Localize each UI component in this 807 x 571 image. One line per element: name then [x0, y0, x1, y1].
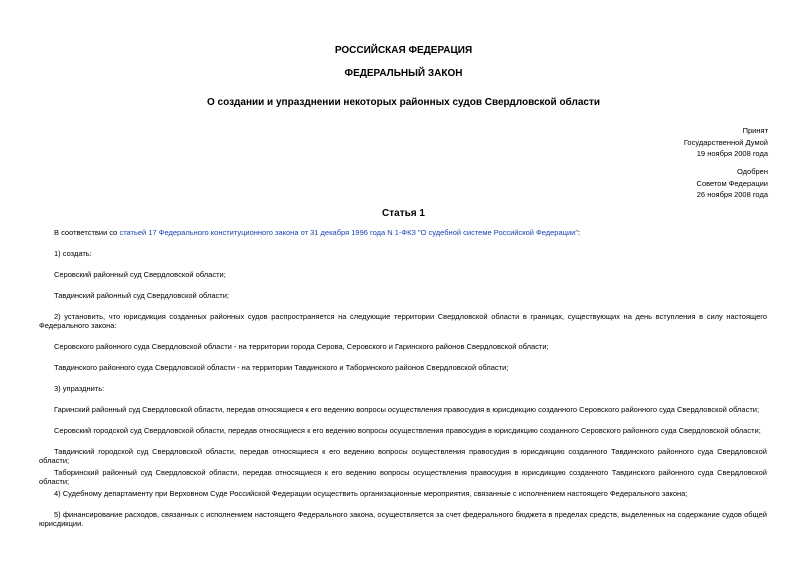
paragraph-serov-territory: Серовского районного суда Свердловской области - на территории города Серова, Серовского и Гаринского районов Свердловской области; [54, 342, 549, 351]
adoption-line-2: Государственной Думой [683, 137, 768, 147]
intro-text-after: : [578, 228, 581, 237]
paragraph-judicial-department: 4) Судебному департаменту при Верховном Суде Российской Федерации осуществить организационные мероприятия, связанные с исполнением настоящего Федерального закона; [54, 489, 688, 498]
adoption-line-1: Принят [742, 126, 768, 135]
country-heading: РОССИЙСКАЯ ФЕДЕРАЦИЯ [334, 45, 473, 56]
paragraph-serov-court: Серовский районный суд Свердловской области; [54, 270, 226, 279]
paragraph-create: 1) создать: [54, 249, 92, 258]
adoption-block [684, 125, 768, 160]
paragraph-tavda-territory: Тавдинского районного суда Свердловской области - на территории Тавдинского и Таборинского районов Свердловской области; [54, 363, 509, 372]
paragraph-serov-city-court: Серовский городской суд Свердловской области, передав относящиеся к его ведению вопросы осуществления правосудия в юрисдикцию созданного Серовского районного суда Свердловской области; [54, 426, 761, 435]
approval-line-2: Советом Федерации [696, 178, 768, 188]
paragraph-taborinsky-court: Таборинский районный суд Свердловской области, передав относящиеся к его ведению вопросы осуществления правосудия в юрисдикцию созданного Тавдинского районного суда Свердловской области; [39, 468, 767, 486]
approval-block [697, 166, 768, 201]
paragraph-abolish: 3) упразднить: [54, 384, 105, 393]
intro-text-before: В соответствии со [54, 228, 120, 237]
article-intro-paragraph [39, 228, 767, 237]
approval-line-1: Одобрен [737, 167, 768, 176]
approval-date: 26 ноября 2008 года [696, 190, 768, 199]
paragraph-tavda-court: Тавдинский районный суд Свердловской области; [54, 291, 229, 300]
paragraph-jurisdiction: 2) установить, что юрисдикция созданных районных судов распространяется на следующие территории Свердловской области в границах, существующих на день вступления в силу настоящего Федерального закона: [39, 312, 767, 330]
paragraph-tavda-city-court: Тавдинский городской суд Свердловской области, передав относящиеся к его ведению вопросы осуществления правосудия в юрисдикцию созданного Тавдинского районного суда Свердловской области; [39, 447, 767, 465]
article-heading: Статья 1 [382, 208, 425, 219]
paragraph-financing: 5) финансирование расходов, связанных с исполнением настоящего Федерального закона, осуществляется за счет федерального бюджета в пределах средств, выделенных на содержание судов общей юрисдикции. [39, 510, 767, 528]
paragraph-garinsky-court: Гаринский районный суд Свердловской области, передав относящиеся к его ведению вопросы осуществления правосудия в юрисдикцию созданного Серовского районного суда Свердловской области; [54, 405, 760, 414]
constitutional-law-link[interactable]: статьей 17 Федерального конституционного закона от 31 декабря 1996 года N 1-ФКЗ "О судебной системе Российской Федерации" [119, 228, 578, 237]
law-type-heading: ФЕДЕРАЛЬНЫЙ ЗАКОН [344, 68, 463, 79]
adoption-date: 19 ноября 2008 года [696, 149, 768, 158]
law-title: О создании и упразднении некоторых районных судов Свердловской области [206, 97, 601, 108]
